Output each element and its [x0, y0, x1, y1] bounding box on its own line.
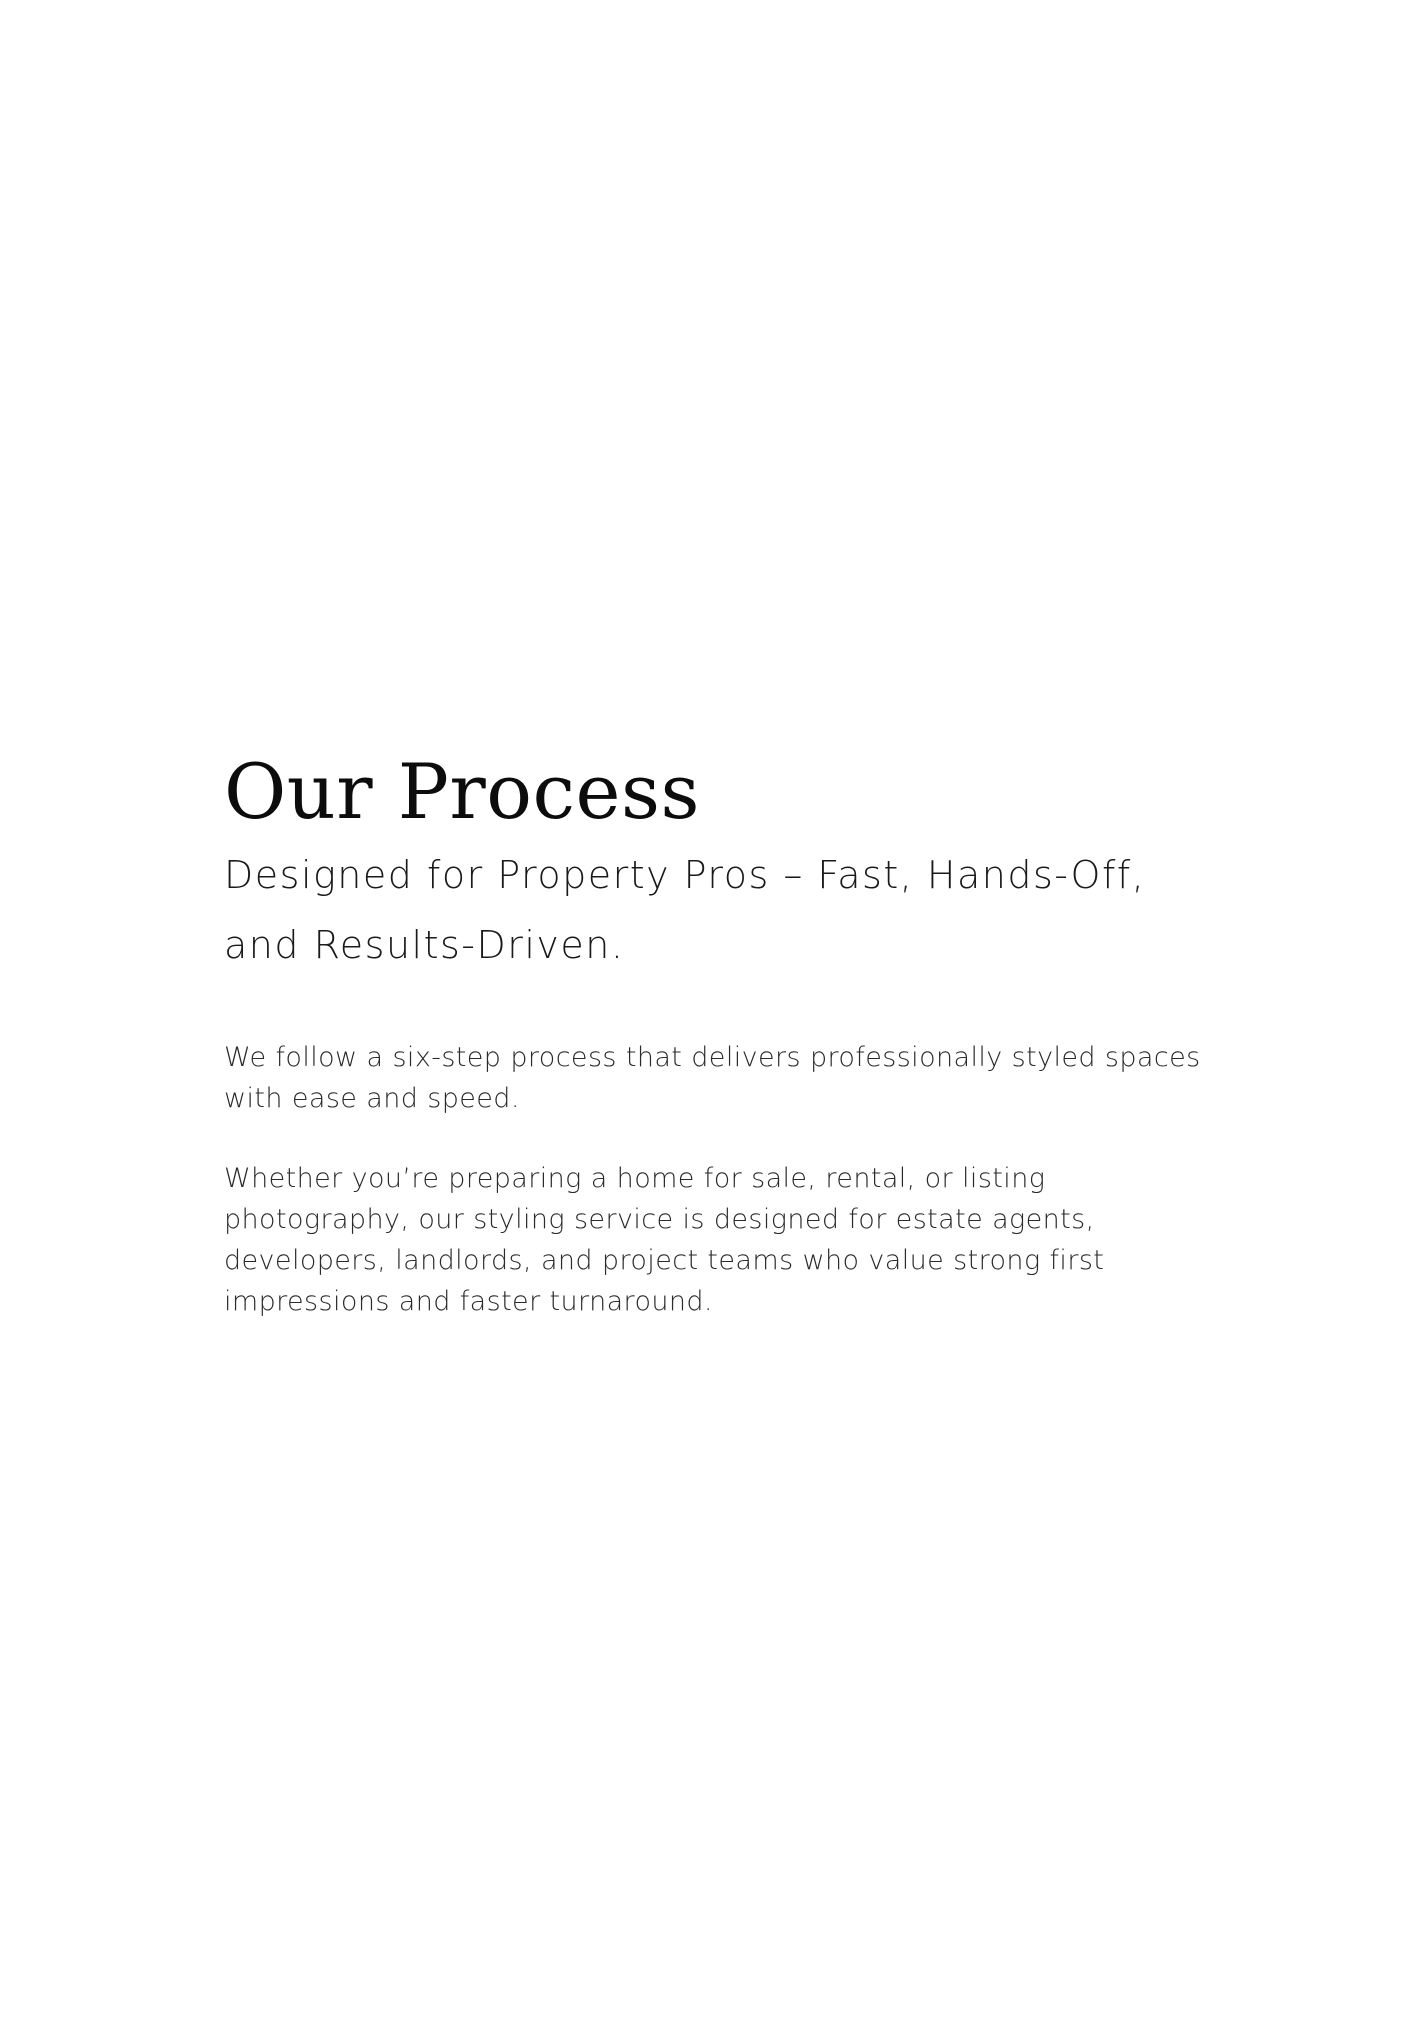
page-subtitle: Designed for Property Pros – Fast, Hands-Off, and Results-Driven. — [224, 853, 1146, 967]
page-title: Our Process — [224, 747, 701, 836]
intro-paragraph: We follow a six-step process that delivers professionally styled spaces with ease and speed. — [224, 1042, 1201, 1114]
audience-paragraph: Whether you’re preparing a home for sale, rental, or listing photography, our styling service is designed for estate agents, developers, landlords, and project teams who value strong first impressions and faster turnaround. — [224, 1163, 1105, 1317]
process-section — [224, 748, 1224, 1322]
